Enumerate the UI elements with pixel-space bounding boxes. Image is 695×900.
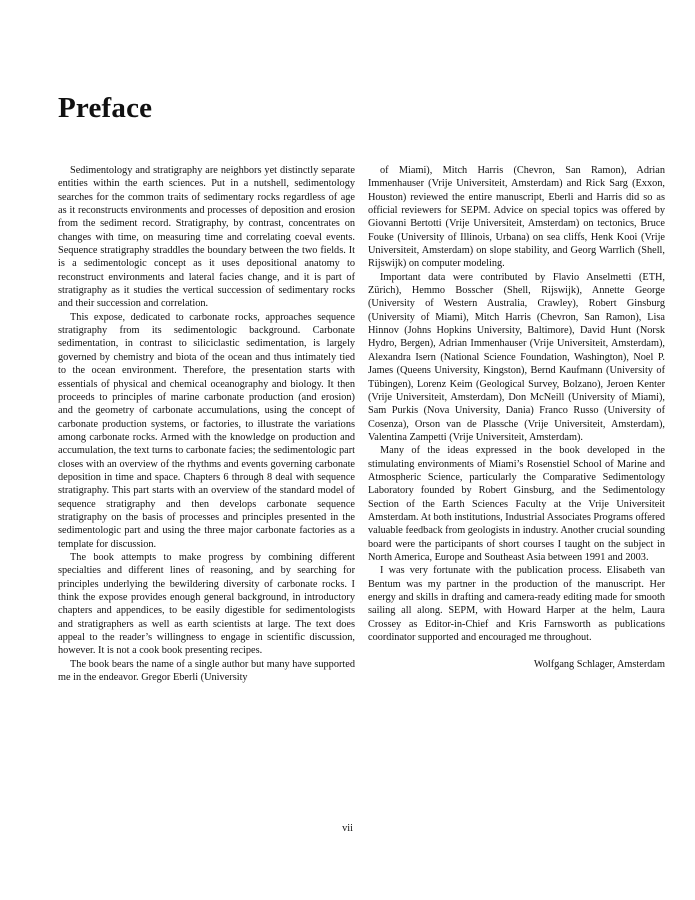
paragraph: I was very fortunate with the publication process. Elisabeth van Bentum was my partner in the production of the manuscript. Her energy and skills in drafting and camera-ready editing made for smooth sailing all along. SEPM, with Howard Harper at the helm, Laura Crossey as Editor-in-Chief and Kris Farnsworth as publications coordinator supported and encouraged me throughout.: [368, 565, 665, 644]
page-title: Preface: [58, 92, 153, 124]
page-number: vii: [342, 823, 353, 834]
right-column: [368, 164, 665, 672]
paragraph: of Miami), Mitch Harris (Chevron, San Ramon), Adrian Immenhauser (Vrije Universiteit, Amsterdam) and Rick Sarg (Exxon, Houston) reviewed the entire manuscript, Eberli and Harris did so as official reviewers for SEPM. Advice on special topics was offered by Giovanni Bertotti (Vrije Universiteit, Amsterdam) on tectonics, Bruce Fouke (University of Illinois, Urbana) on sea cliffs, Henk Kooi (Vrije Universiteit, Amsterdam) on slope stability, and Georg Warrlich (Shell, Rijswijk) on computer modeling.: [368, 165, 665, 270]
paragraph: Important data were contributed by Flavio Anselmetti (ETH, Zürich), Hemmo Bosscher (Shell, Rijswijk), Annette George (University of Western Australia, Crawley), Robert Ginsburg (University of Miami), Mitch Harris (Chevron, San Ramon), Lisa Hinnov (Johns Hopkins University, Baltimore), David Hunt (Norsk Hydro, Bergen), Adrian Immenhauser (Vrije Universiteit, Amsterdam), Alexandra Isern (National Science Foundation, Washington), Noel P. James (Queens University, Kingston), Bernd Kaufmann (University of Tübingen), Lorenz Keim (Geological Survey, Bolzano), Jeroen Kenter (Vrije Universiteit, Amsterdam), Don McNeill (University of Miami), Sam Purkis (Nova University, Dania) Franco Russo (University of Cosenza), Orson van de Plassche (Vrije Universiteit, Amsterdam), Valentina Zampetti (Vrije Universiteit, Amsterdam).: [368, 271, 665, 443]
paragraph: The book attempts to make progress by combining different specialties and different lines of reasoning, and by searching for principles underlying the bewildering diversity of carbonate rocks. I think the expose provides enough general background, in introductory chapters and appendices, to be easily digestible for sedimentologists and stratigraphers as well as earth scientists at large. The text does appeal to the reader’s willingness to engage in scientific discussion, however. It is not a cook book presenting recipes.: [58, 551, 355, 657]
author-signature: Wolfgang Schlager, Amsterdam: [533, 659, 665, 671]
paragraph: The book bears the name of a single author but many have supported me in the endeavor. Gregor Eberli (University: [58, 658, 355, 684]
left-column: [58, 164, 355, 684]
paragraph: Many of the ideas expressed in the book developed in the stimulating environments of Miami’s Rosenstiel School of Marine and Atmospheric Science, particularly the Comparative Sedimentology Laboratory founded by Robert Ginsburg, and the Sedimentology Section of the Earth Sciences Faculty at the Vrije Universiteit Amsterdam. At both institutions, Industrial Associates Programs offered valuable feedback from geologists in industry. Another crucial sounding board were the participants of short courses I taught on the subject in North America, Europe and Southeast Asia between 1991 and 2003.: [368, 445, 666, 563]
paragraph: Sedimentology and stratigraphy are neighbors yet distinctly separate entities within the earth sciences. Put in a nutshell, sedimentology searches for the common traits of sedimentary rocks regardless of age as it reconstructs environments and processes of deposition and erosion from the sediment record. Stratigraphy, by contrast, concentrates on changes with time, on measuring time and correlating coeval events. Sequence stratigraphy straddles the boundary between the two fields. It is a sedimentologic concept as it uses depositional anatomy to reconstruct environments and lateral facies change, and it is part of stratigraphy as it studies the vertical succession of sedimentary rocks and their succession and correlation.: [58, 165, 355, 310]
paragraph: This expose, dedicated to carbonate rocks, approaches sequence stratigraphy from its sedimentologic background. Carbonate sedimentation, in contrast to siliciclastic sedimentation, is largely governed by chemistry and biota of the ocean and thus intimately tied to the ocean environment. Therefore, the presentation starts with essentials of physical and chemical oceanography and biology. It then proceeds to principles of marine carbonate production (and erosion) and the geometry of carbonate accumulations, using the concept of carbonate production systems, or factories, to illustrate the variations among carbonate rocks. Armed with the knowledge on production and accumulation, the text turns to carbonate facies; the sedimentologic part closes with an overview of the rhythms and events governing carbonate deposition in time and space. Chapters 6 through 8 deal with sequence stratigraphy. This part starts with an overview of the standard model of sequence stratigraphy and then develops carbonate sequence stratigraphy on the basis of processes and principles presented in the sedimentologic part and using the three major carbonate factories as a template for discussion.: [58, 311, 355, 550]
